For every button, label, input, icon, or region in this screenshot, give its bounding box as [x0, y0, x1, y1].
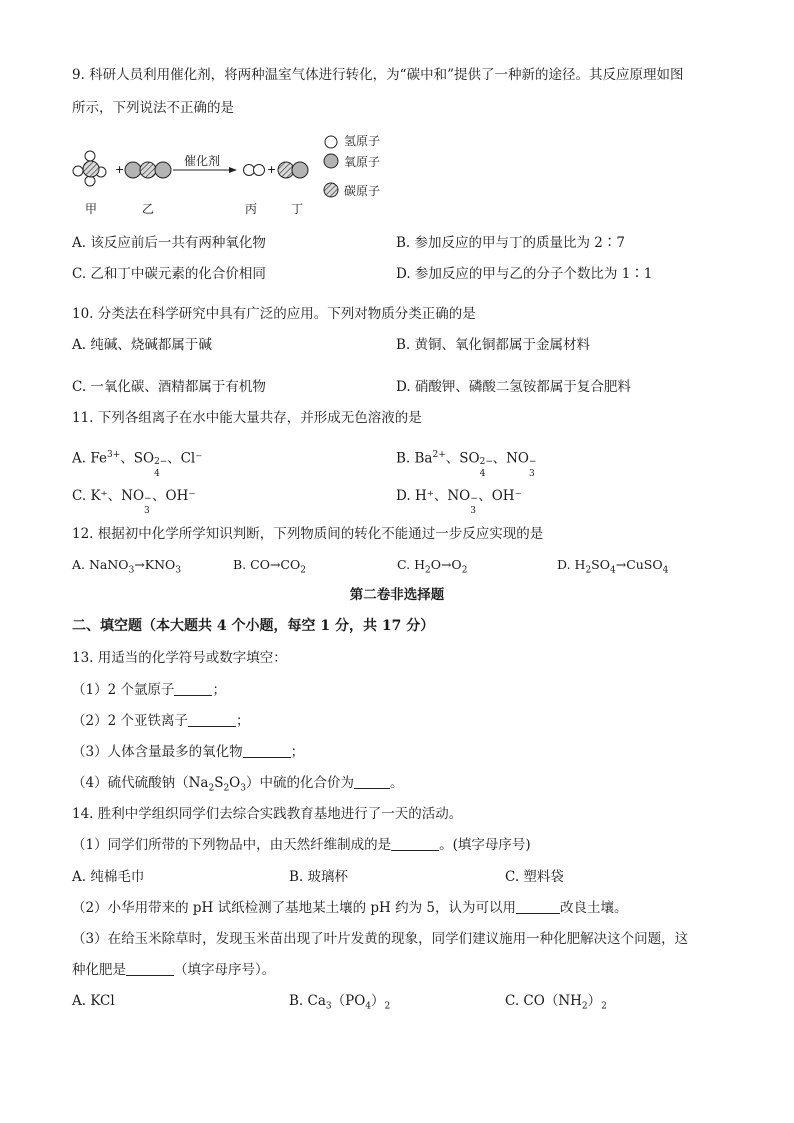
molecule-ding — [278, 162, 308, 178]
label-bing: 丙 — [245, 202, 258, 216]
q14-sub3-option-b[interactable]: B. $Ca_3(PO_4)_2$ — [289, 993, 391, 1012]
q9-option-c[interactable]: C. 乙和丁中碳元素的化合价相同 — [72, 266, 266, 282]
q14-sub1-option-b[interactable]: B. 玻璃杯 — [289, 869, 349, 885]
q11-option-a[interactable]: A. $Fe^{3+}$、SO 2− 4 、Cl⁻ — [72, 450, 203, 479]
q14-stem: 14. 胜利中学组织同学们去综合实践教育基地进行了一天的活动。 — [72, 806, 463, 822]
q14-sub3-option-c[interactable]: C. $CO(NH_2)_2$ — [505, 993, 607, 1012]
q13-item-3: （3）人体含量最多的氧化物 ； — [72, 744, 305, 760]
q10-option-d[interactable]: D. 硝酸钾、磷酸二氢铵都属于复合肥料 — [396, 379, 631, 395]
q9-stem-line1: 9. 科研人员利用催化剂，将两种温室气体进行转化，为“碳中和”提供了一种新的途径。其反应原理如图 — [72, 67, 684, 83]
molecule-yi — [125, 162, 171, 178]
label-jia: 甲 — [85, 202, 98, 216]
q14-sub2: （2）小华用带来的 pH 试纸检测了基地某土壤的 pH 约为 5，认为可以用 改良土壤。 — [72, 900, 628, 916]
q14-sub1: （1）同学们所带的下列物品中，由天然纤维制成的是 。(填字母序号) — [72, 837, 531, 853]
label-yi: 乙 — [142, 202, 155, 216]
q14-sub1-option-a[interactable]: A. 纯棉毛巾 — [72, 869, 145, 885]
legend-hydrogen-label: 氢原子 — [344, 134, 381, 148]
molecule-bing — [244, 165, 265, 176]
answer-blank[interactable] — [188, 713, 236, 727]
answer-blank[interactable] — [391, 837, 439, 851]
q13-item-4: （4）硫代硫酸钠$(Na_2S_2O_3)$中硫的化合价为 。 — [72, 775, 404, 794]
answer-blank[interactable] — [126, 962, 174, 976]
q9-reaction-diagram — [0, 0, 794, 230]
q9-option-d[interactable]: D. 参加反应的甲与乙的分子个数比为 1∶1 — [396, 266, 653, 282]
answer-blank[interactable] — [243, 744, 291, 758]
q14-sub3-option-a[interactable]: A. KCl — [72, 993, 115, 1009]
legend-hydrogen-symbol — [325, 136, 337, 148]
q10-option-a[interactable]: A. 纯碱、烧碱都属于碱 — [72, 337, 212, 353]
q13-item-1: （1）2 个氩原子 ； — [72, 682, 226, 698]
q10-stem: 10. 分类法在科学研究中具有广泛的应用。下列对物质分类正确的是 — [72, 306, 476, 322]
molecule-jia — [73, 151, 106, 186]
q11-option-d[interactable]: D. H⁺、NO − 3 、OH⁻ — [396, 488, 522, 516]
plus-sign-2: + — [267, 163, 277, 176]
q13-item-2: （2）2 个亚铁离子 ； — [72, 713, 250, 729]
catalyst-label: 催化剂 — [184, 154, 221, 168]
part2-title: 第二卷非选择题 — [349, 587, 445, 603]
answer-blank[interactable] — [354, 775, 390, 789]
answer-blank[interactable] — [174, 682, 212, 696]
answer-blank[interactable] — [516, 900, 560, 914]
q14-sub1-option-c[interactable]: C. 塑料袋 — [505, 869, 564, 885]
legend-oxygen-label: 氧原子 — [344, 155, 381, 169]
plus-sign-1: + — [115, 163, 125, 176]
q11-option-b[interactable]: B. $Ba^{2+}$、SO 2− 4 、NO − 3 — [396, 450, 537, 479]
label-ding: 丁 — [291, 202, 304, 216]
legend-carbon-label: 碳原子 — [344, 184, 381, 198]
q9-stem-line2: 所示，下列说法不正确的是 — [72, 100, 234, 116]
q12-option-d[interactable]: D. $H_2SO_4\to CuSO_4$ — [557, 557, 669, 576]
q13-stem: 13. 用适当的化学符号或数字填空： — [72, 650, 287, 666]
q9-option-a[interactable]: A. 该反应前后一共有两种氧化物 — [72, 235, 266, 251]
q10-option-b[interactable]: B. 黄铜、氧化铜都属于金属材料 — [396, 337, 591, 353]
q9-option-b[interactable]: B. 参加反应的甲与丁的质量比为 2∶7 — [396, 235, 625, 251]
q12-option-b[interactable]: B. $CO\to CO_2$ — [233, 557, 306, 576]
q14-sub3-line2: 种化肥是 （填字母序号）。 — [72, 962, 276, 978]
legend-carbon-symbol — [324, 183, 338, 197]
q12-option-a[interactable]: A. $NaNO_3\to KNO_3$ — [72, 557, 182, 576]
legend-oxygen-symbol — [324, 154, 338, 168]
q11-option-c[interactable]: C. K⁺、NO − 3 、OH⁻ — [72, 488, 196, 516]
q10-option-c[interactable]: C. 一氧化碳、酒精都属于有机物 — [72, 379, 266, 395]
q11-stem: 11. 下列各组离子在水中能大量共存，并形成无色溶液的是 — [72, 410, 422, 426]
section-title: 二、填空题（本大题共 4 个小题，每空 1 分，共 17 分） — [72, 618, 435, 634]
q14-sub3-line1: （3）在给玉米除草时，发现玉米苗出现了叶片发黄的现象，同学们建议施用一种化肥解决这个问题，这 — [72, 931, 689, 947]
q12-option-c[interactable]: C. $H_2O\to O_2$ — [397, 557, 468, 576]
q12-stem: 12. 根据初中化学所学知识判断，下列物质间的转化不能通过一步反应实现的是 — [72, 526, 544, 542]
